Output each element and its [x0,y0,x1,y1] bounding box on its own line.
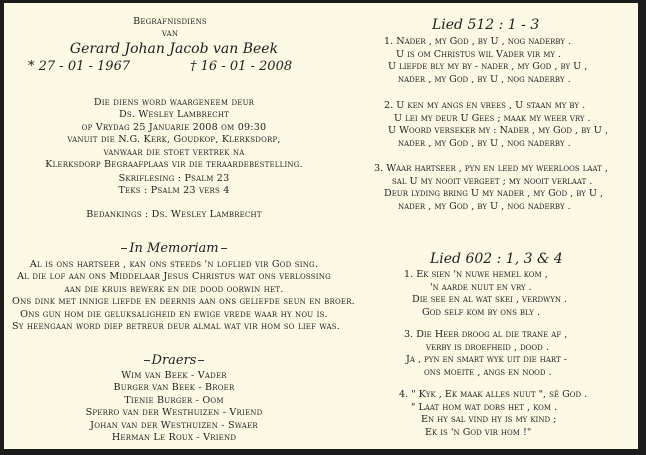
memoriam-line: Ons gun hom die geluksaligheid en ewige vrede waar hy nou is. [20,308,328,320]
lyric-line: U liefde bly my by - nader , my God , by U , [388,61,588,72]
sermon-text: Teks : Psalm 23 vers 4 [118,185,230,197]
service-line: Klerksdorp Begraafplaas vir die teraardebestelling. [45,159,303,171]
service-line: Ds. Wesley Lambrecht [118,109,230,121]
service-line: vanuit die N.G. Kerk, Goudkop, Klerksdorp, [67,134,281,146]
bearers-title [114,353,234,368]
bearer: Wim van Beek - Vader [121,370,227,381]
bearer: Burger van Beek - Broer [113,382,235,394]
lyric-line: 1. Ek sien 'n nuwe hemel kom , [404,269,548,280]
lyric-line: God self kom by ons bly . [422,306,540,318]
hymn2-title: Lied 602 : 1, 3 & 4 [430,251,563,267]
hymn1-verse-2 [384,100,624,150]
memoriam-line: Al is ons hartseer , kan ons steeds 'n loflied vir God sing. [29,259,319,270]
memoriam-line: Al die lof aan ons Middelaar Jesus Christus wat ons verlossing [17,271,331,283]
thanks: Bedankings : Ds. Wesley Lambrecht [86,209,262,220]
service-details [44,97,304,171]
lyric-line: nader , my God , by U , nog naderby . [398,137,571,149]
deceased-name: Gerard Johan Jacob van Beek [69,41,279,57]
lyric-line: 3. Waar hartseer , pyn en leed my weerloos laat , [374,163,608,174]
readings [44,173,304,198]
lyric-line: Deur lyding bring U my nader , my God , by U , [384,188,604,199]
hymn1-title: Lied 512 : 1 - 3 [432,17,540,33]
scripture-reading: Skriflesing : Psalm 23 [118,173,230,184]
lyric-line: 'n aarde nuut en vry . [430,281,532,293]
lyric-line: Ja , pyn en smart wyk uit die hart - [406,354,568,365]
hymn2-verse-3 [404,329,624,379]
bearer: Tienie Burger - Oom [124,394,224,406]
bearers-title-text: Draers [151,353,197,368]
bearer: Johan van der Westhuizen - Swaer [90,419,258,431]
memoriam-title-text: In Memoriam [129,241,219,256]
lyric-line: 3. Die Heer droog al die trane af , [404,329,568,340]
death-date: † 16 - 01 - 2008 [190,59,293,74]
memoriam-line: Ons dink met innige liefde en deernis aan ons geliefde seun en broer. [12,296,355,308]
heading-text: Begrafnisdiens [133,16,207,27]
memoriam-line: aan die kruis bewerk en die dood oorwin het. [64,283,284,295]
service-line: Die diens word waargeneem deur [93,97,255,108]
bearers-list [64,370,284,444]
bearer: Sperro van der Westhuizen - Vriend [85,407,263,419]
heading [100,16,240,41]
lyric-line: verby is droefheid , dood . [426,341,549,353]
bearer: Herman Le Roux - Vriend [111,432,237,444]
heading-van: van [161,28,179,40]
lyric-line: U Woord verseker my : Nader , my God , by U , [388,125,608,136]
memoriam-title [104,241,244,256]
lyric-line: ons moeite , angs en nood . [424,366,552,378]
service-line: vanwaar die stoet vertrek na [103,146,245,158]
lyric-line: U is om Christus wil Vader vir my . [396,48,562,60]
hymn1-verse-1 [384,36,624,86]
lyric-line: Die see en al wat skei , verdwyn . [412,294,568,305]
hymn2-verse-4 [399,389,624,439]
lyric-line: Ek is 'n God vir hom !" [425,426,532,438]
lyric-line: 4. " Kyk , Ek maak alles nuut ", sê God . [399,389,588,400]
memoriam-text [12,259,355,333]
funeral-program-card [4,3,638,449]
service-line: op Vrydag 25 Januarie 2008 om 09:30 [81,121,267,133]
lyric-line: U lei my deur U Gees ; maak my weer vry . [394,112,591,124]
lyric-line: " Laat hom wat dors het , kom . [411,401,558,413]
lyric-line: nader , my God , by U , nog naderby . [398,73,571,85]
hymn2-verse-1 [404,269,624,319]
hymn1-verse-3 [374,163,624,213]
lyric-line: nader , my God , by U , nog naderby . [398,200,571,212]
lyric-line: sal U my nooit vergeet ; my nooit verlaat . [392,175,593,187]
memoriam-line: Sy heengaan word diep betreur deur almal wat vir hom so lief was. [12,321,340,333]
lyric-line: En hy sal vind hy is my kind ; [421,414,557,425]
birth-date: * 27 - 01 - 1967 [28,59,131,74]
lyric-line: 1. Nader , my God , by U , nog naderby . [384,36,572,47]
lyric-line: 2. U ken my angs en vrees , U staan my by . [384,100,586,111]
